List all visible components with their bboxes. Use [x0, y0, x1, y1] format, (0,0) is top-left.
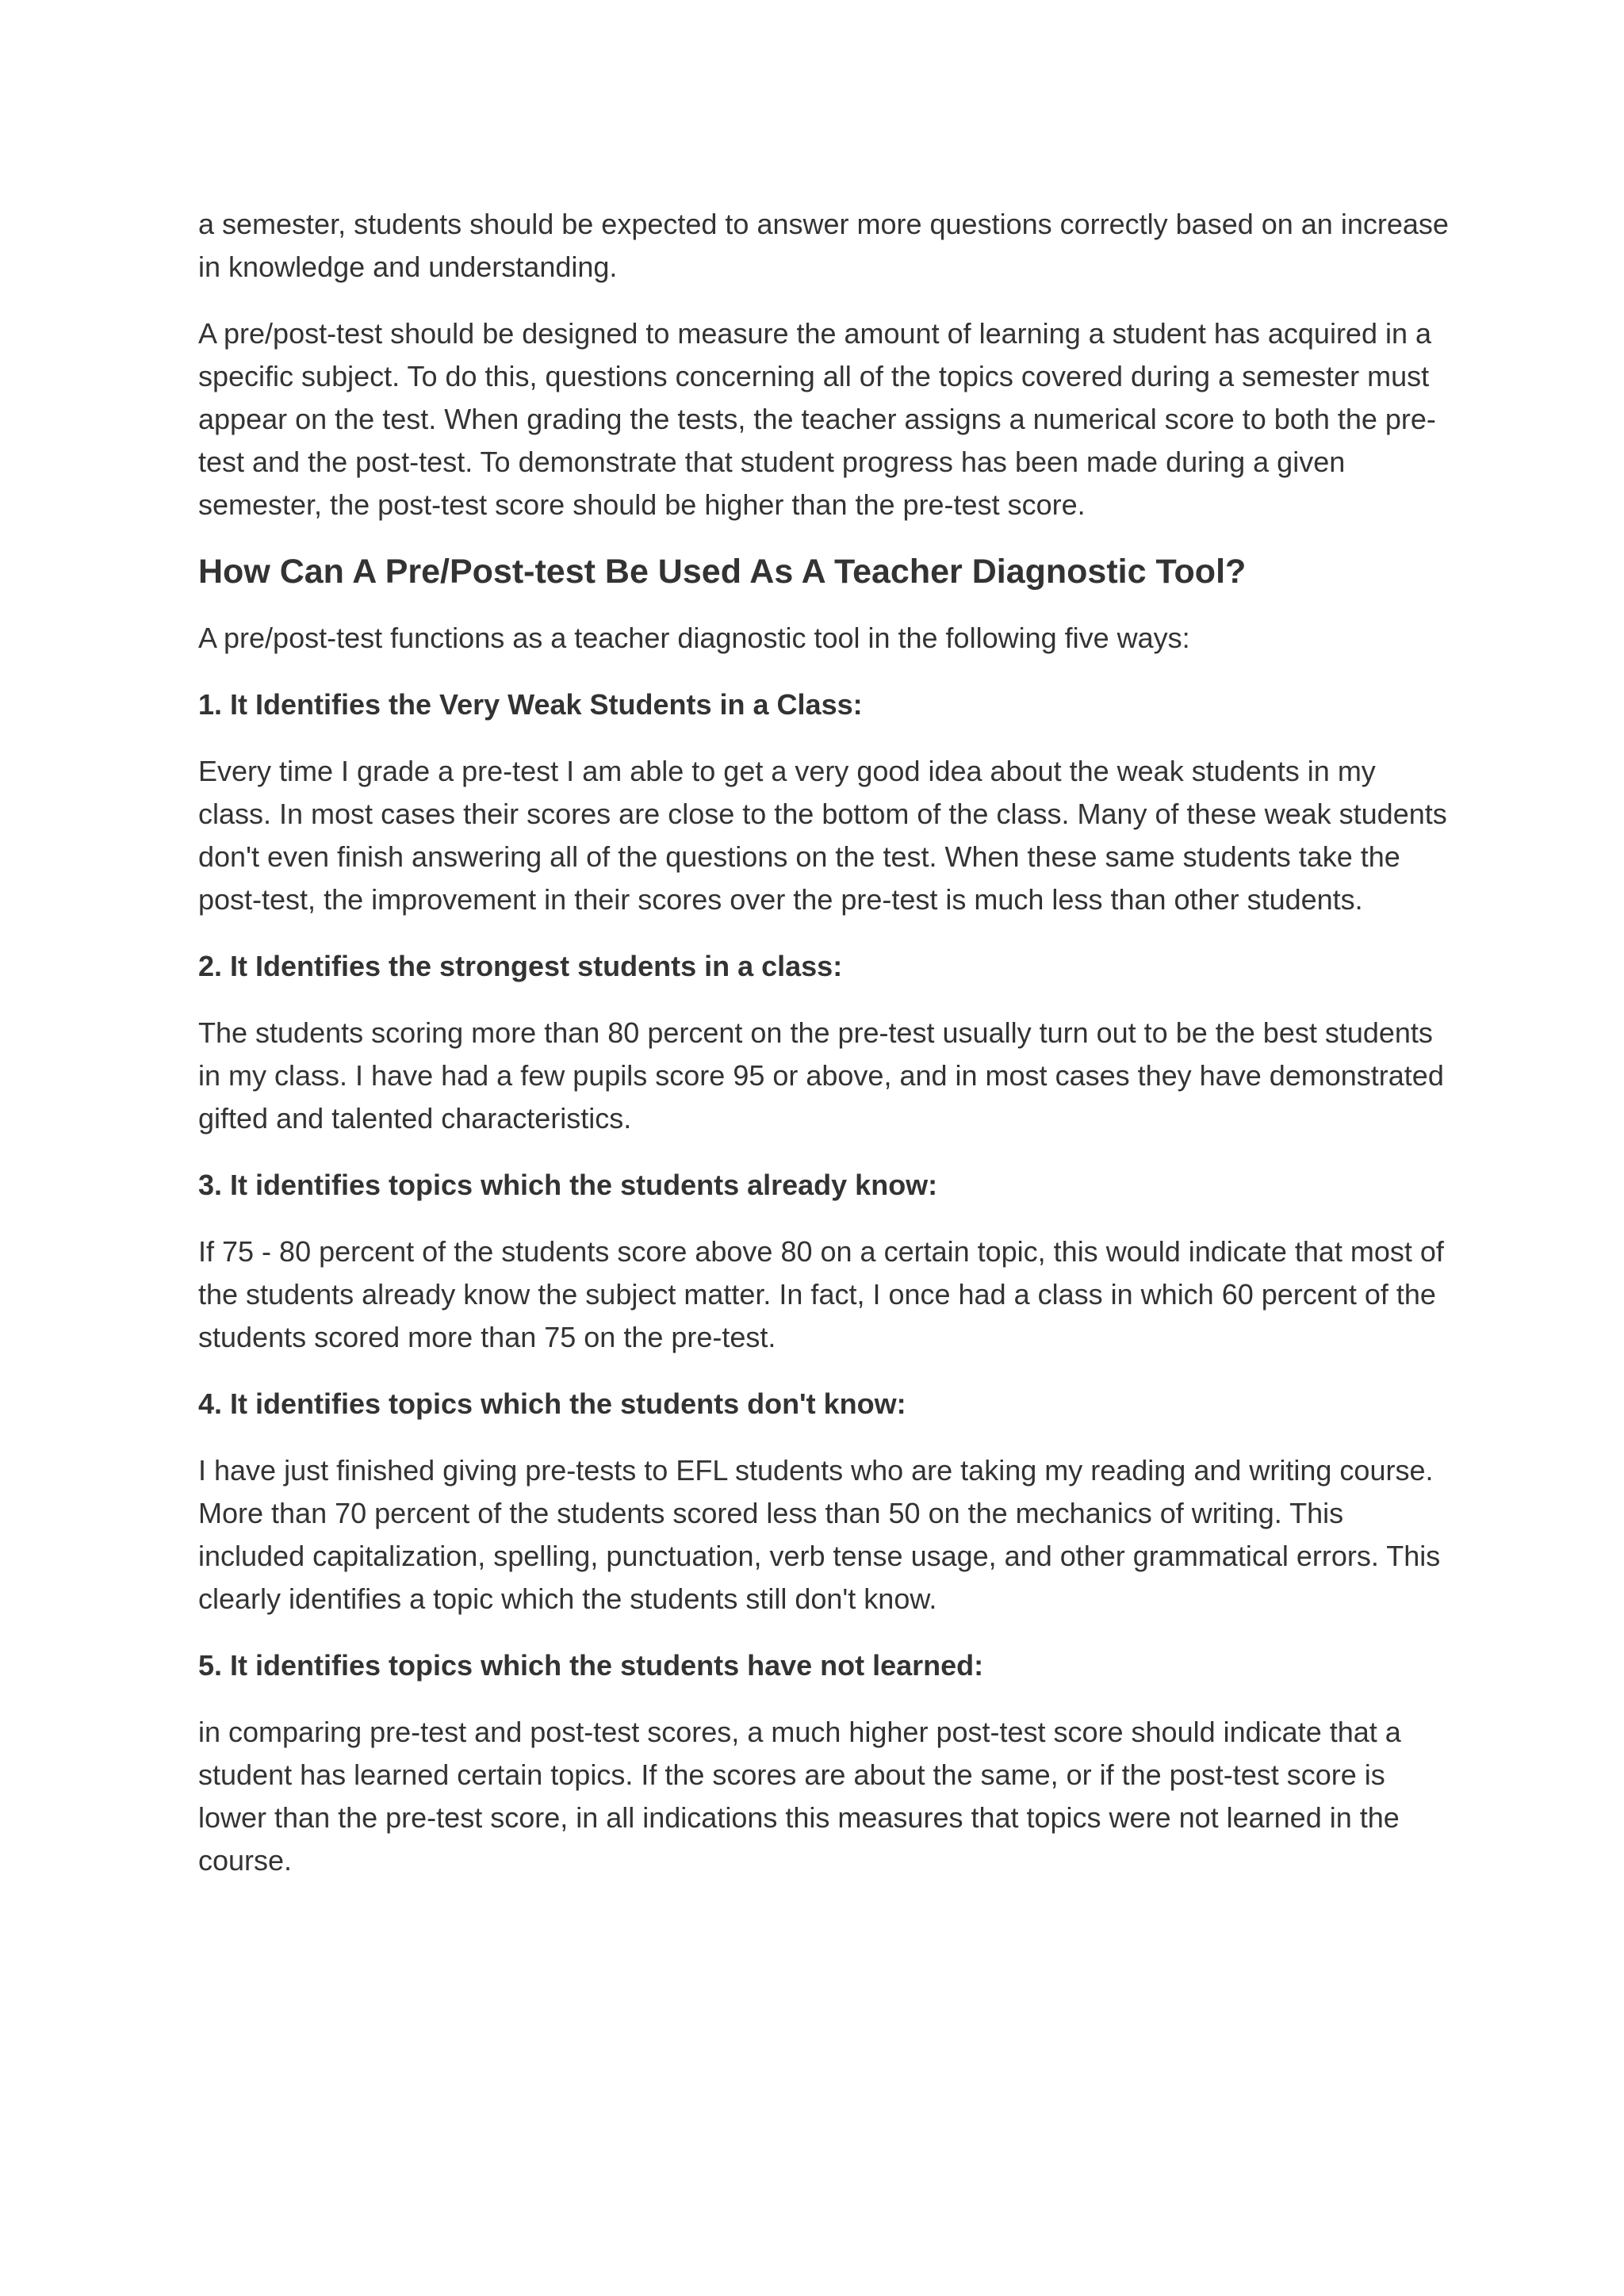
item-4-title: 4. It identifies topics which the students don't know:	[198, 1387, 906, 1420]
document-body	[198, 203, 1451, 1906]
item-3-title: 3. It identifies topics which the students already know:	[198, 1169, 938, 1201]
item-1-body: Every time I grade a pre-test I am able to get a very good idea about the weak students in my class. In most cases their scores are close to the bottom of the class. Many of these weak students don't even finish answering all of the questions on the test. When these same students take the post-test, the improvement in their scores over the pre-test is much less than other students.	[198, 755, 1447, 916]
item-2-body: The students scoring more than 80 percent on the pre-test usually turn out to be the best students in my class. I have had a few pupils score 95 or above, and in most cases they have demonstrated gifted and talented characteristics.	[198, 1016, 1444, 1135]
item-2-title: 2. It Identifies the strongest students in a class:	[198, 950, 843, 982]
item-3-body: If 75 - 80 percent of the students score above 80 on a certain topic, this would indicate that most of the students already know the subject matter. In fact, I once had a class in which 60 percent of the students scored more than 75 on the pre-test.	[198, 1235, 1444, 1353]
item-4-body: I have just finished giving pre-tests to EFL students who are taking my reading and writing course. More than 70 percent of the students scored less than 50 on the mechanics of writing. This included capitalization, spelling, punctuation, verb tense usage, and other grammatical errors. This clearly identifies a topic which the students still don't know.	[198, 1454, 1441, 1615]
paragraph-test-design: A pre/post-test should be designed to measure the amount of learning a student has acquired in a specific subject. To do this, questions concerning all of the topics covered during a semester must appear on the test. When grading the tests, the teacher assigns a numerical score to both the pre-test and the post-test. To demonstrate that student progress has been made during a given semester, the post-test score should be higher than the pre-test score.	[198, 317, 1436, 521]
section-lead-paragraph: A pre/post-test functions as a teacher diagnostic tool in the following five ways:	[198, 622, 1190, 654]
section-heading: How Can A Pre/Post-test Be Used As A Teacher Diagnostic Tool?	[198, 553, 1247, 591]
paragraph-intro-continuation: a semester, students should be expected to answer more questions correctly based on an increase in knowledge and understanding.	[198, 208, 1449, 283]
item-1-title: 1. It Identifies the Very Weak Students in a Class:	[198, 688, 863, 721]
item-5-title: 5. It identifies topics which the students have not learned:	[198, 1649, 984, 1682]
item-5-body: in comparing pre-test and post-test scores, a much higher post-test score should indicate that a student has learned certain topics. If the scores are about the same, or if the post-test score is lower than the pre-test score, in all indications this measures that topics were not learned in the course.	[198, 1716, 1401, 1877]
